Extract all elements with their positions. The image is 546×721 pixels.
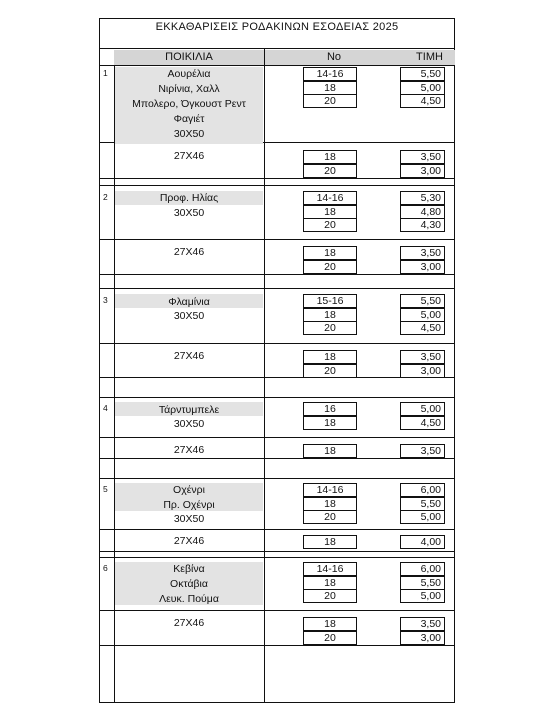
row-divider <box>99 529 455 530</box>
price-cell: 5,50 <box>400 576 445 590</box>
variety-label: Πρ. Οχένρι <box>163 499 215 511</box>
variety-label: 30Χ50 <box>173 128 205 140</box>
variety-label: 30Χ50 <box>173 310 205 322</box>
price-cell: 6,00 <box>400 562 445 576</box>
price-cell: 3,00 <box>400 164 445 178</box>
grade-number-cell: 18 <box>303 497 357 511</box>
price-cell: 4,80 <box>400 205 445 219</box>
row-divider <box>99 551 455 552</box>
grade-number-cell: 20 <box>303 260 357 274</box>
price-cell: 3,00 <box>400 364 445 378</box>
price-cell: 5,30 <box>400 191 445 205</box>
variety-label: Προφ. Ηλίας <box>159 192 219 204</box>
price-cell: 4,50 <box>400 321 445 335</box>
header-divider <box>99 65 455 66</box>
variety-label: 30Χ50 <box>173 207 205 219</box>
grade-number-cell: 20 <box>303 164 357 178</box>
grade-number-cell: 18 <box>303 350 357 364</box>
row-divider <box>99 610 455 611</box>
price-cell: 5,00 <box>400 308 445 322</box>
price-cell: 3,50 <box>400 617 445 631</box>
grade-number-cell: 18 <box>303 150 357 164</box>
row-divider <box>99 458 455 459</box>
price-cell: 4,50 <box>400 94 445 108</box>
grade-number-cell: 20 <box>303 510 357 524</box>
grade-number-cell: 14-16 <box>303 67 357 81</box>
row-divider <box>99 437 455 438</box>
grade-number-cell: 15-16 <box>303 294 357 308</box>
group-index: 6 <box>103 563 108 573</box>
grade-number-cell: 16 <box>303 402 357 416</box>
grade-number-cell: 14-16 <box>303 483 357 497</box>
grade-number-cell: 18 <box>303 416 357 430</box>
grade-number-cell: 18 <box>303 535 357 549</box>
price-cell: 5,50 <box>400 67 445 81</box>
header-price: ΤΙΜΗ <box>404 50 455 65</box>
price-cell: 3,50 <box>400 444 445 458</box>
price-cell: 3,50 <box>400 150 445 164</box>
grade-number-cell: 14-16 <box>303 562 357 576</box>
group-index: 3 <box>103 295 108 305</box>
price-cell: 4,30 <box>400 218 445 232</box>
header-number: No <box>264 50 404 65</box>
price-cell: 5,50 <box>400 497 445 511</box>
grade-number-cell: 18 <box>303 205 357 219</box>
price-cell: 6,00 <box>400 483 445 497</box>
size-label: 27Χ46 <box>173 444 205 456</box>
row-divider <box>99 478 455 479</box>
grade-number-cell: 14-16 <box>303 191 357 205</box>
row-divider <box>99 274 455 275</box>
grade-number-cell: 18 <box>303 308 357 322</box>
variety-label: Λευκ. Πούμα <box>159 593 219 605</box>
grade-number-cell: 18 <box>303 576 357 590</box>
group-index: 1 <box>103 68 108 78</box>
variety-label: Αουρέλια <box>167 68 211 80</box>
variety-label: Φαγιέτ <box>173 113 205 125</box>
variety-label: Οχένρι <box>173 484 205 496</box>
price-cell: 5,00 <box>400 81 445 95</box>
row-divider <box>99 288 455 289</box>
size-label: 27Χ46 <box>173 150 205 162</box>
variety-label: Μπολερο, Όγκουστ Ρεντ <box>132 98 246 110</box>
variety-label: 30Χ50 <box>173 513 205 525</box>
grade-number-cell: 18 <box>303 617 357 631</box>
variety-column-line <box>264 48 265 703</box>
size-label: 27Χ46 <box>173 535 205 547</box>
size-label: 27Χ46 <box>173 246 205 258</box>
variety-label: Τάρντυμπελε <box>158 404 220 416</box>
grade-number-cell: 20 <box>303 94 357 108</box>
group-index: 5 <box>103 484 108 494</box>
document-title: ΕΚΚΑΘΑΡΙΣΕΙΣ ΡΟΔΑΚΙΝΩΝ ΕΣΟΔΕΙΑΣ 2025 <box>155 21 399 33</box>
variety-label: Νιρίνια, Χαλλ <box>158 83 220 95</box>
price-cell: 4,50 <box>400 416 445 430</box>
row-divider <box>99 178 455 179</box>
row-divider <box>99 185 455 186</box>
size-label: 27Χ46 <box>173 617 205 629</box>
grade-number-cell: 20 <box>303 589 357 603</box>
price-cell: 5,50 <box>400 294 445 308</box>
grade-number-cell: 18 <box>303 444 357 458</box>
price-cell: 5,00 <box>400 510 445 524</box>
grade-number-cell: 18 <box>303 81 357 95</box>
price-cell: 3,50 <box>400 246 445 260</box>
title-divider <box>99 48 455 49</box>
grade-number-cell: 20 <box>303 364 357 378</box>
group-index: 4 <box>103 403 108 413</box>
row-divider <box>99 557 455 558</box>
price-cell: 5,00 <box>400 589 445 603</box>
variety-label: Κεβίνα <box>173 563 205 575</box>
price-cell: 3,00 <box>400 631 445 645</box>
header-variety: ΠΟΙΚΙΛΙΑ <box>114 50 264 65</box>
price-cell: 5,00 <box>400 402 445 416</box>
grade-number-cell: 20 <box>303 321 357 335</box>
grade-number-cell: 18 <box>303 246 357 260</box>
variety-label: 30Χ50 <box>173 418 205 430</box>
grade-number-cell: 20 <box>303 631 357 645</box>
price-cell: 4,00 <box>400 535 445 549</box>
size-label: 27Χ46 <box>173 350 205 362</box>
variety-label: Φλαμίνια <box>168 296 210 308</box>
grade-number-cell: 20 <box>303 218 357 232</box>
variety-label: Οκτάβια <box>170 578 208 590</box>
row-divider <box>99 397 455 398</box>
group-index: 2 <box>103 192 108 202</box>
price-cell: 3,50 <box>400 350 445 364</box>
row-divider <box>99 239 455 240</box>
row-divider <box>99 645 455 646</box>
price-cell: 3,00 <box>400 260 445 274</box>
row-divider <box>99 343 455 344</box>
